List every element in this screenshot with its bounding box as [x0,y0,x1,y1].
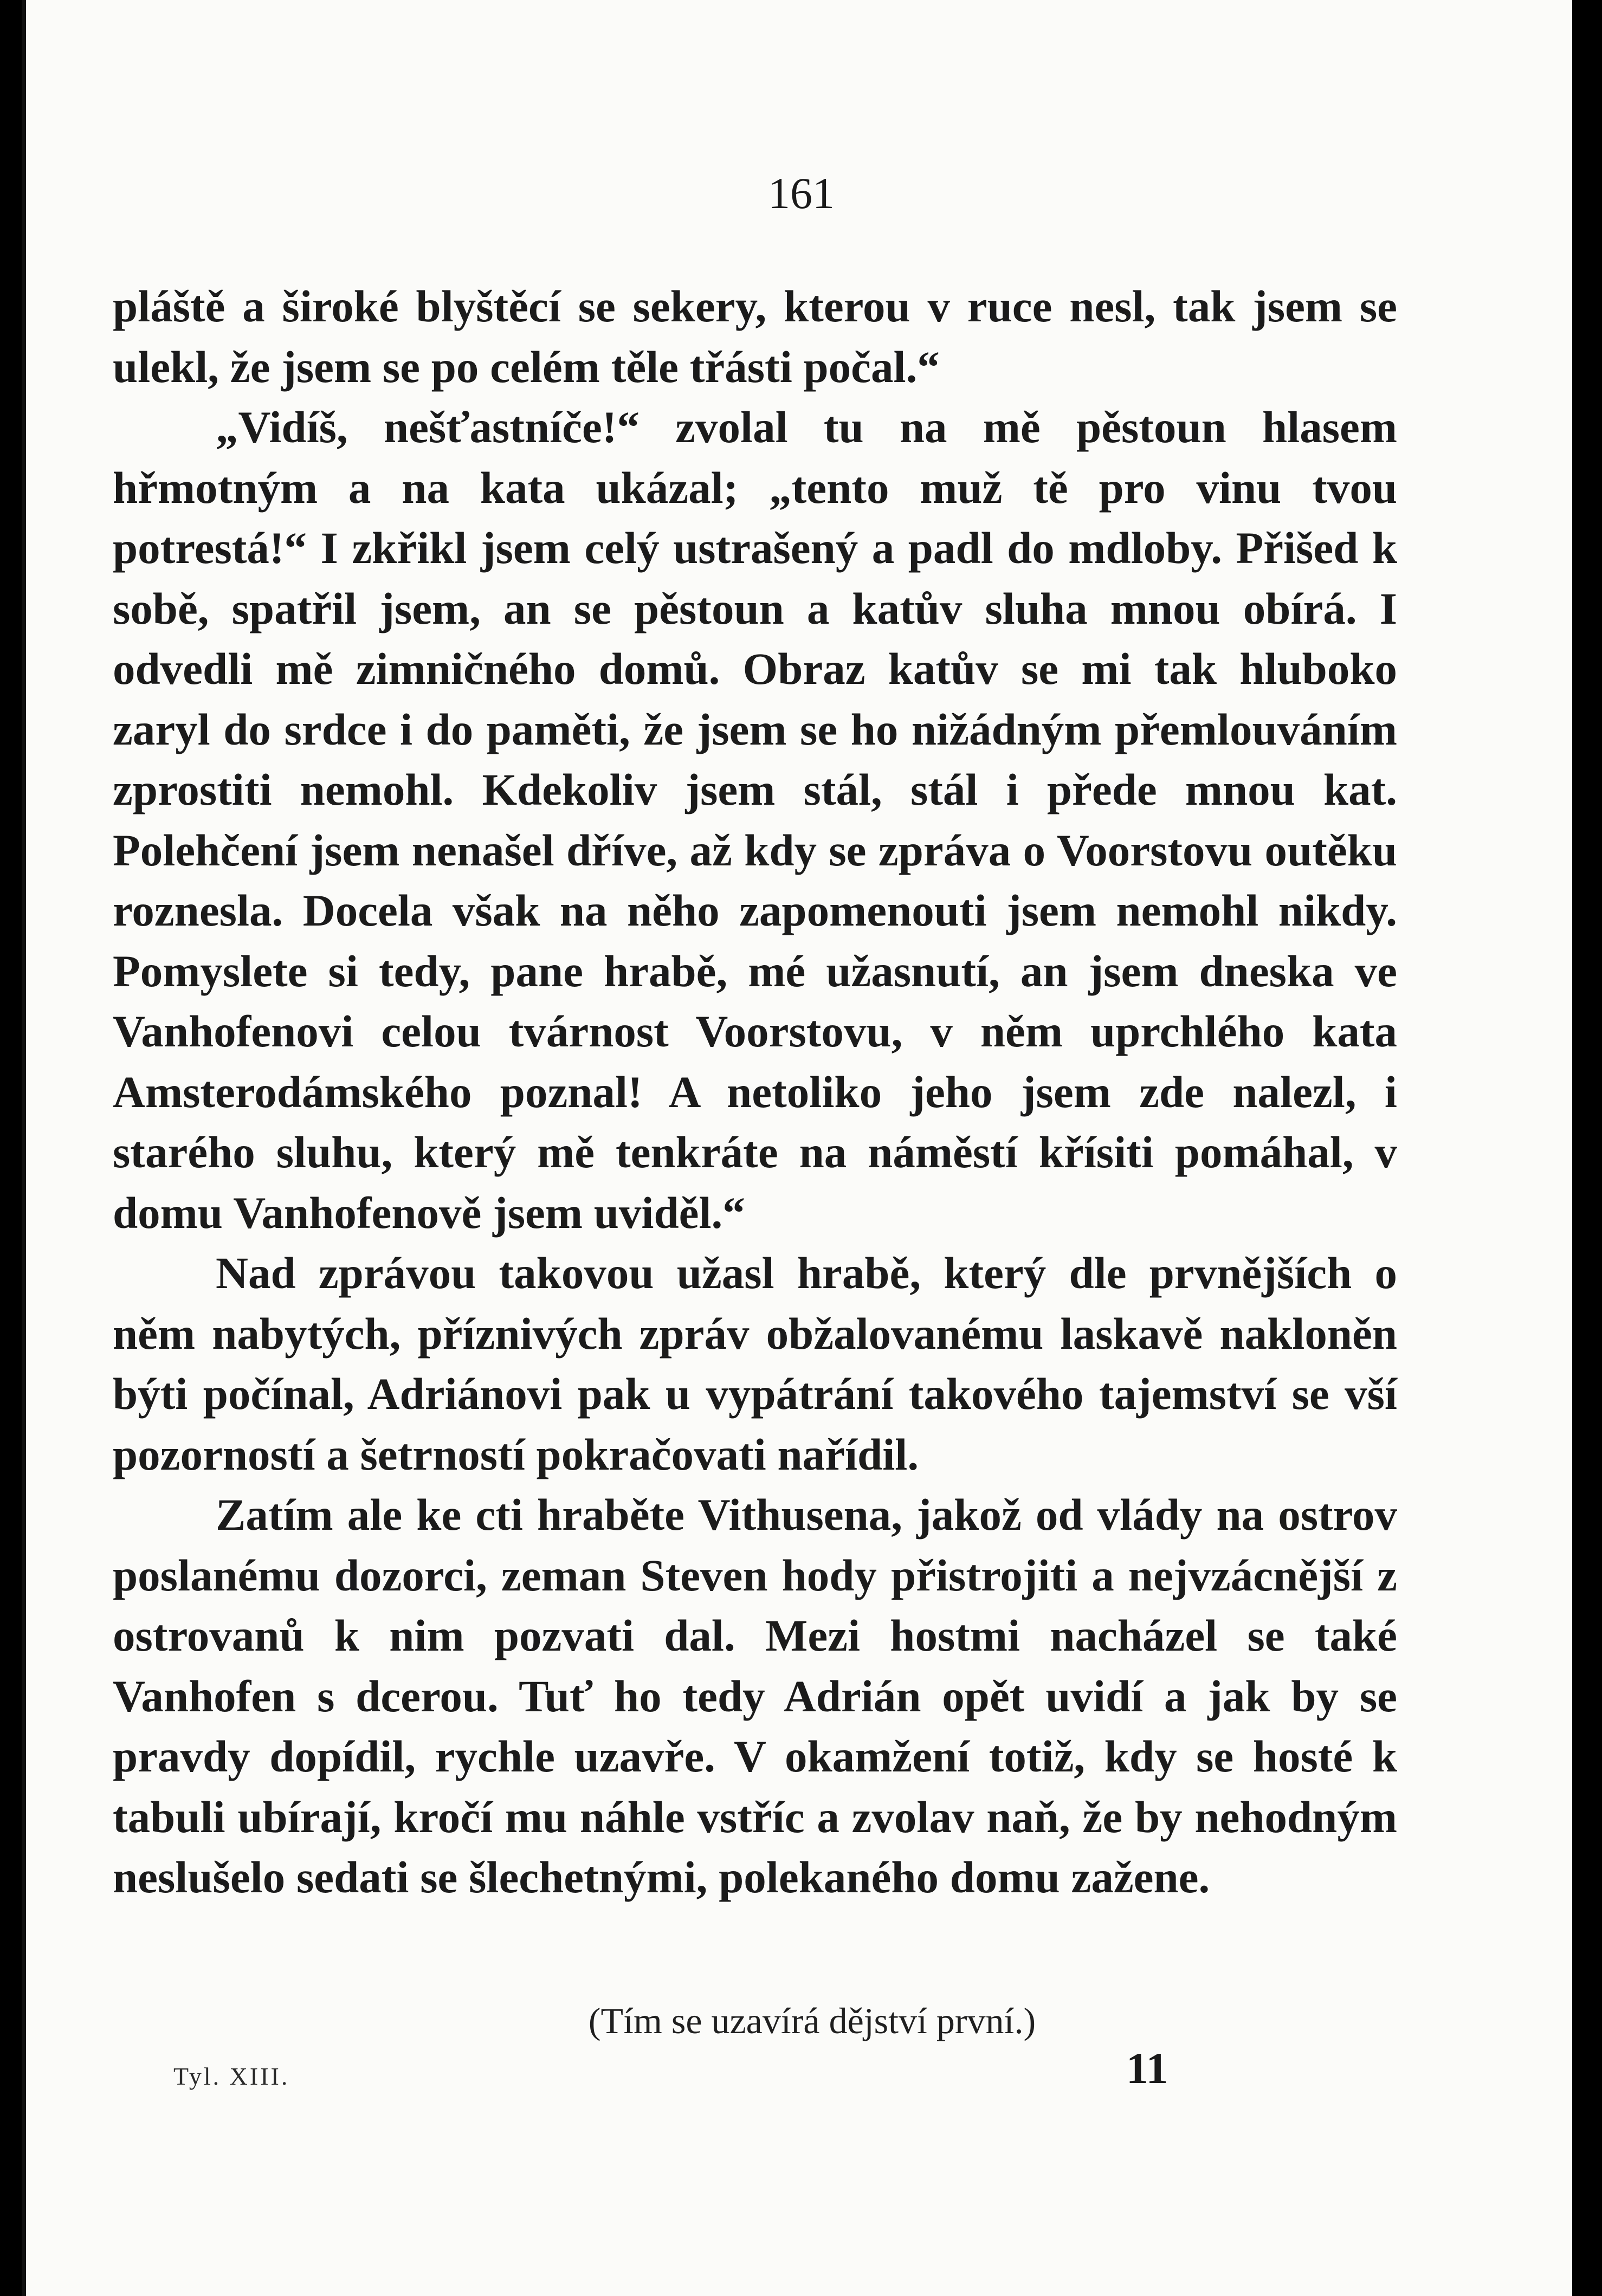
body-text [113,276,1397,1908]
act-closing-note: (Tím se uzavírá dějství první.) [588,2000,1036,2041]
paragraph-dialogue: „Vidíš, nešťastníče!“ zvolal tu na mě pěstoun hlasem hřmotným a na kata ukázal; „tento muž tě pro vinu tvou potrestá!“ I zkřikl jsem celý ustrašený a padl do mdloby. Přišed k sobě, spatřil jsem, an se pěstoun a katův sluha mnou obírá. I odvedli mě zimničného domů. Obraz katův se mi tak hluboko zaryl do srdce i do paměti, že jsem se ho nižádným přemlouváním zprostiti nemohl. Kdekoliv jsem stál, stál i přede mnou kat. Polehčení jsem nenašel dříve, až kdy se zpráva o Voorstovu outěku roznesla. Docela však na něho zapomenouti jsem nemohl nikdy. Pomyslete si tedy, pane hrabě, mé užasnutí, an jsem dneska ve Vanhofenovi celou tvárnost Voorstovu, v něm uprchlého kata Amsterodámského poznal! A netoliko jeho jsem zde nalezl, i starého sluhu, který mě tenkráte na náměstí křísiti pomáhal, v domu Vanhofenově jsem uviděl.“ [113,402,1397,1238]
paragraph-count-reaction: Nad zprávou takovou užasl hrabě, který dle prvnějších o něm nabytých, příznivých zpráv obžalovanému laskavě nakloněn býti počínal, Adriánovi pak u vypátrání takového tajemství se vší pozorností a šetrností pokračovati nařídil. [113,1248,1397,1479]
volume-signature: Tyl. XIII. [173,2062,290,2090]
scan-border-left [0,0,22,2296]
sheet-signature: 11 [1126,2043,1168,2093]
paragraph-continuation: pláště a široké blyštěcí se sekery, kterou v ruce nesl, tak jsem se ulekl, že jsem se po celém těle třásti počal.“ [113,281,1397,392]
paragraph-feast: Zatím ale ke cti hraběte Vithusena, jakož od vlády na ostrov poslanému dozorci, zeman Steven hody přistrojiti a nejvzácnější z ostrovanů k nim pozvati dal. Mezi hostmi nacházel se také Vanhofen s dcerou. Tuť ho tedy Adrián opět uvidí a jak by se pravdy dopídil, rychle uzavře. V okamžení totiž, kdy se hosté k tabuli ubírají, kročí mu náhle vstříc a zvolav naň, že by nehodným neslušelo sedati se šlechetnými, polekaného domu zažene. [113,1490,1397,1902]
page-number: 161 [768,169,835,218]
scan-border-right [1572,0,1602,2296]
book-page [22,0,1577,2296]
